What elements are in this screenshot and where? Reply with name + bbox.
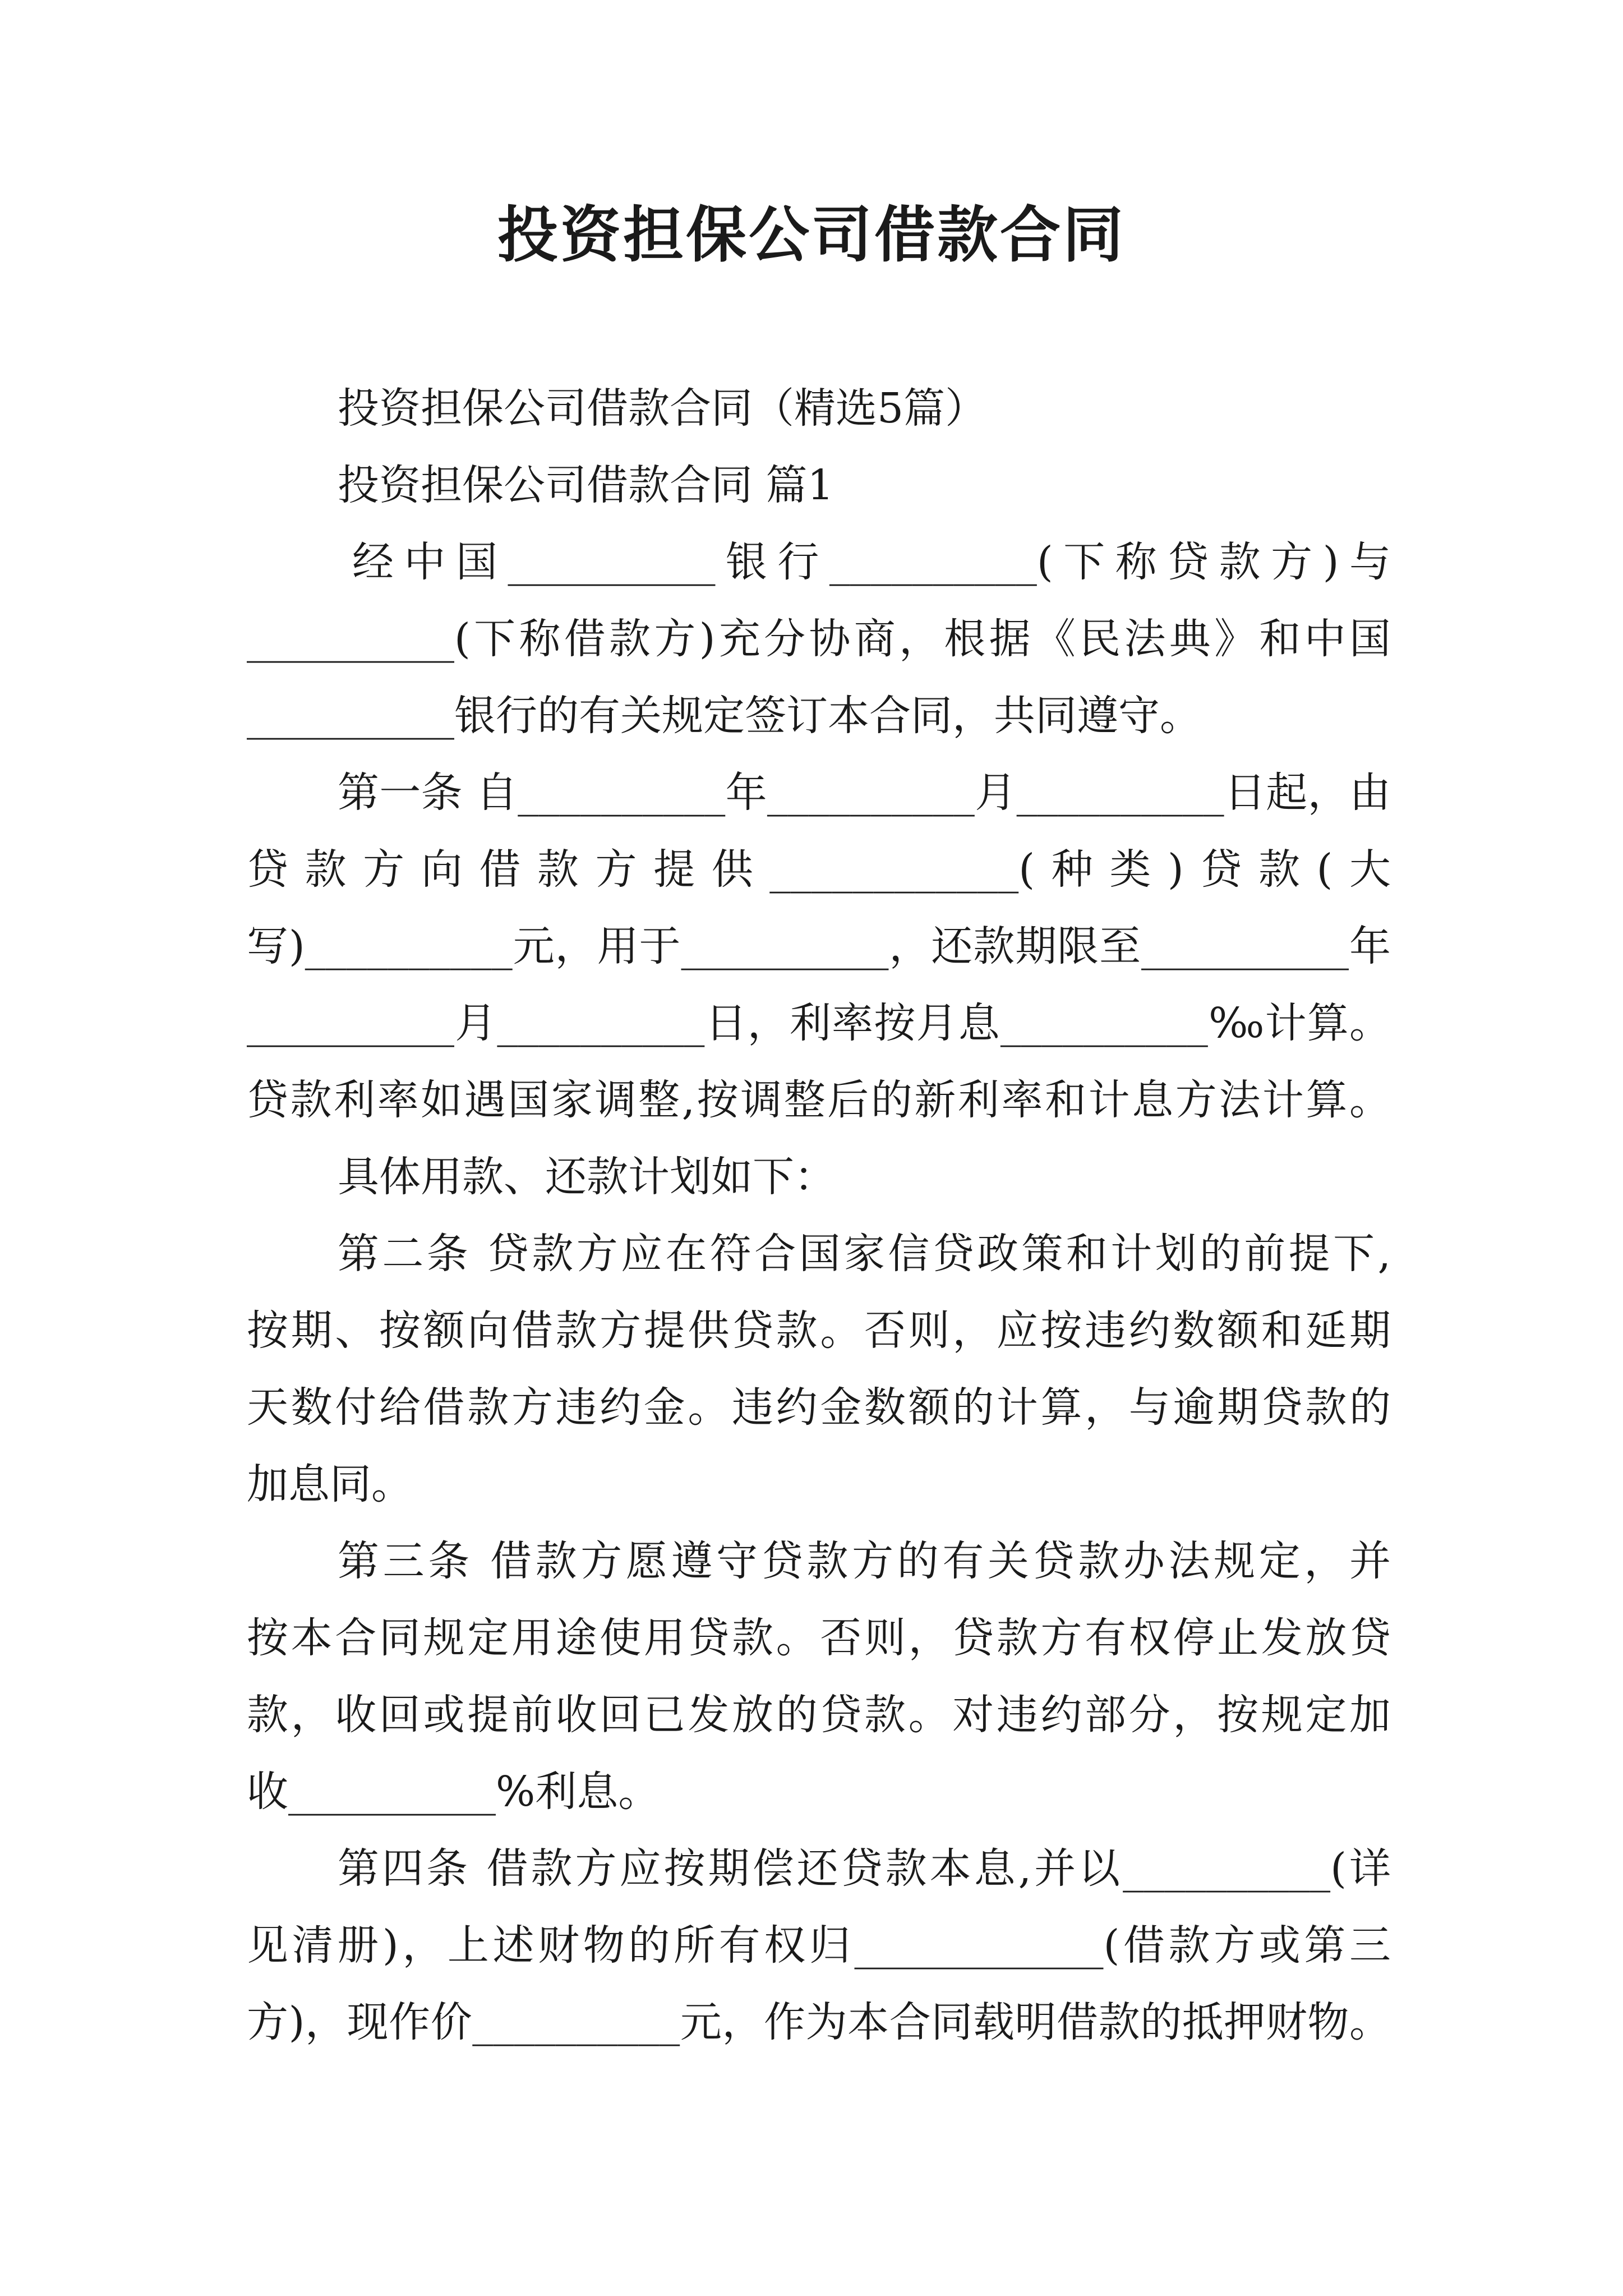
document-body	[247, 370, 1391, 2061]
paragraph-line: 款，收回或提前收回已发放的贷款。对违约部分，按规定加	[247, 1691, 1391, 1739]
paragraph-line: 按期、按额向借款方提供贷款。否则，应按违约数额和延期	[247, 1306, 1391, 1355]
paragraph-line: __________(下称借款方)充分协商，根据《民法典》和中国	[247, 615, 1391, 663]
section-heading: 投资担保公司借款合同 篇1	[338, 461, 834, 509]
paragraph-line: 收__________%利息。	[247, 1768, 660, 1816]
paragraph-line: 第四条 借款方应按期偿还贷款本息,并以__________(详	[338, 1844, 1391, 1893]
paragraph-line: 加息同。	[247, 1460, 413, 1508]
paragraph-line: 天数付给借款方违约金。违约金数额的计算，与逾期贷款的	[247, 1383, 1391, 1432]
paragraph-line: 方)，现作价__________元，作为本合同载明借款的抵押财物。	[247, 1998, 1391, 2046]
paragraph-line: 写)__________元，用于__________，还款期限至__________年	[247, 922, 1391, 970]
paragraph-line: 具体用款、还款计划如下：	[338, 1153, 836, 1201]
paragraph-line: 第一条 自__________年__________月__________日起，由	[338, 769, 1391, 817]
paragraph-line: __________银行的有关规定签订本合同，共同遵守。	[247, 692, 1201, 740]
paragraph-line: 贷款利率如遇国家调整,按调整后的新利率和计息方法计算。	[247, 1076, 1391, 1124]
paragraph-line: 经中国__________银行__________(下称贷款方)与	[352, 538, 1391, 586]
paragraph-line: 贷款方向借款方提供____________(种类)贷款(大	[247, 845, 1391, 894]
paragraph-line: __________月__________日，利率按月息__________‰计算。	[247, 999, 1391, 1047]
paragraph-line: 第三条 借款方愿遵守贷款方的有关贷款办法规定，并	[338, 1537, 1391, 1585]
paragraph-line: 按本合同规定用途使用贷款。否则，贷款方有权停止发放贷	[247, 1614, 1391, 1662]
paragraph-line: 第二条 贷款方应在符合国家信贷政策和计划的前提下,	[338, 1230, 1391, 1278]
document-title: 投资担保公司借款合同	[497, 200, 1126, 270]
subtitle-line: 投资担保公司借款合同（精选5篇）	[338, 384, 987, 432]
paragraph-line: 见清册)，上述财物的所有权归____________(借款方或第三	[247, 1921, 1391, 1970]
